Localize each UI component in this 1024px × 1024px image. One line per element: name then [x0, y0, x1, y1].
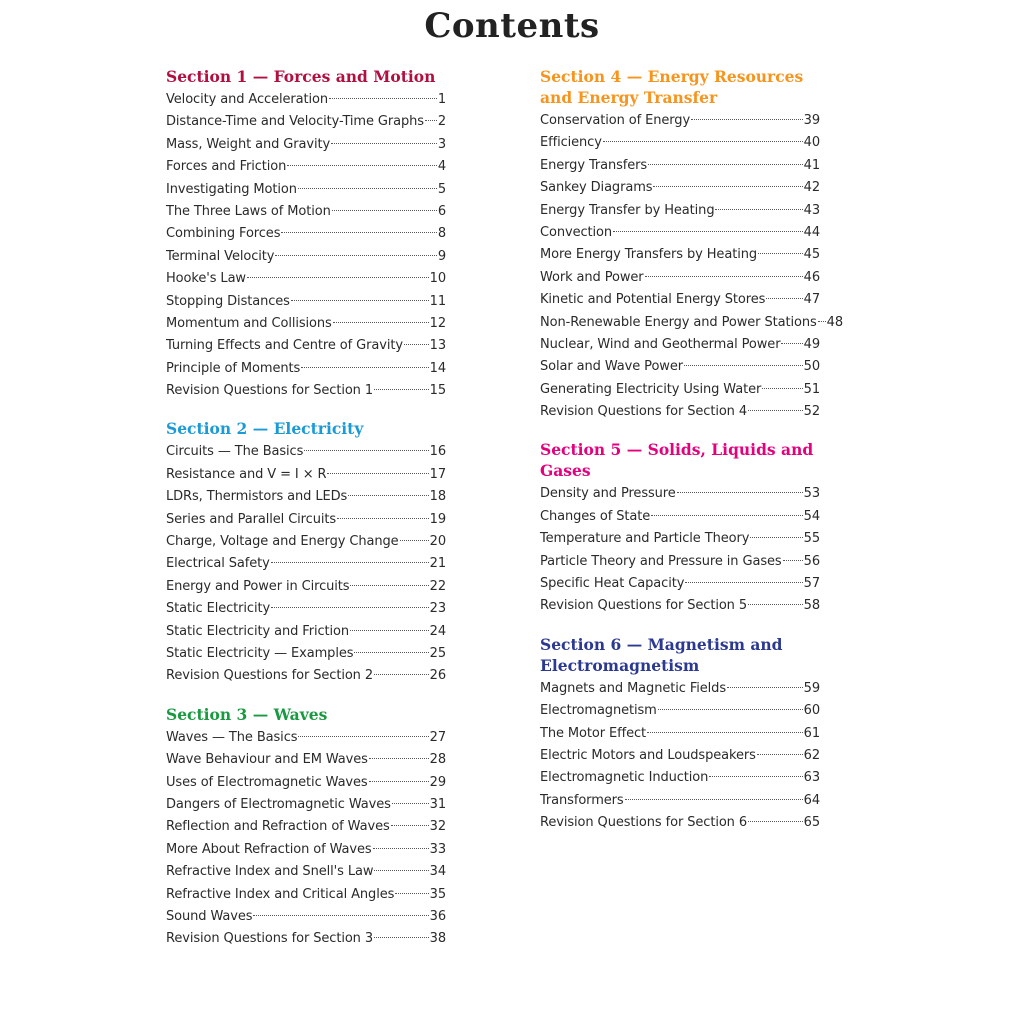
dot-leader	[748, 604, 803, 605]
toc-entry[interactable]	[540, 573, 820, 595]
entry-page-number: 59	[803, 680, 820, 696]
toc-entry[interactable]	[540, 483, 820, 505]
toc-entry[interactable]	[540, 379, 820, 401]
dot-leader	[766, 298, 802, 299]
toc-entry[interactable]	[540, 244, 820, 266]
entry-title: The Motor Effect	[540, 725, 647, 741]
entry-page-number: 1	[437, 92, 446, 107]
entry-page-number: 61	[803, 725, 820, 741]
entry-title: Changes of State	[540, 508, 651, 524]
entry-page-number: 43	[803, 202, 820, 218]
contents-section	[540, 634, 820, 835]
toc-entry[interactable]	[166, 335, 446, 357]
entry-page-number: 44	[803, 224, 820, 240]
toc-entry[interactable]	[166, 749, 446, 771]
toc-entry[interactable]	[540, 812, 820, 834]
entry-page-number: 57	[803, 576, 820, 592]
entry-title: Energy and Power in Circuits	[166, 578, 350, 594]
entry-page-number: 22	[429, 578, 446, 594]
entry-title: Electromagnetic Induction	[540, 770, 709, 786]
dot-leader	[329, 98, 437, 99]
toc-entry[interactable]	[166, 246, 446, 268]
entry-page-number: 19	[429, 511, 446, 527]
toc-entry[interactable]	[540, 200, 820, 222]
dot-leader	[304, 450, 428, 451]
contents-section	[166, 418, 446, 687]
entry-page-number: 11	[429, 293, 446, 309]
entry-page-number: 12	[429, 315, 446, 331]
entry-page-number: 52	[803, 404, 820, 420]
toc-entry[interactable]	[166, 313, 446, 335]
entry-page-number: 58	[803, 598, 820, 614]
dot-leader	[369, 758, 429, 759]
entry-title: LDRs, Thermistors and LEDs	[166, 489, 348, 505]
dot-leader	[395, 893, 428, 894]
entry-page-number: 35	[429, 886, 446, 902]
dot-leader	[301, 367, 428, 368]
entry-title: Conservation of Energy	[540, 113, 691, 128]
toc-entry[interactable]	[540, 678, 820, 700]
entry-title: Energy Transfer by Heating	[540, 202, 715, 218]
entry-title: The Three Laws of Motion	[166, 203, 331, 219]
dot-leader	[781, 343, 802, 344]
entry-title: Reflection and Refraction of Waves	[166, 819, 390, 835]
toc-entry[interactable]	[540, 551, 820, 573]
toc-entry[interactable]	[166, 464, 446, 486]
entry-title: Mass, Weight and Gravity	[166, 136, 331, 152]
entry-page-number: 64	[803, 792, 820, 808]
toc-entry[interactable]	[540, 110, 820, 132]
toc-entry[interactable]	[166, 486, 446, 508]
dot-leader	[658, 709, 803, 710]
dot-leader	[331, 143, 437, 144]
entry-title: Hooke's Law	[166, 271, 246, 287]
dot-leader	[645, 276, 803, 277]
entry-page-number: 10	[429, 271, 446, 287]
dot-leader	[651, 515, 803, 516]
contents-column-left	[166, 66, 446, 967]
toc-entry[interactable]	[166, 358, 446, 380]
entry-title: Uses of Electromagnetic Waves	[166, 774, 368, 790]
toc-entry[interactable]	[166, 111, 446, 133]
entry-title: Generating Electricity Using Water	[540, 381, 762, 397]
dot-leader	[783, 560, 803, 561]
toc-entry[interactable]	[166, 268, 446, 290]
dot-leader	[298, 736, 428, 737]
toc-entry[interactable]	[166, 441, 446, 463]
toc-entry[interactable]	[540, 700, 820, 722]
dot-leader	[275, 255, 436, 256]
dot-leader	[750, 537, 802, 538]
toc-entry[interactable]	[540, 222, 820, 244]
entry-title: Electromagnetism	[540, 703, 657, 719]
entry-page-number: 42	[803, 180, 820, 196]
toc-entry[interactable]	[166, 665, 446, 687]
toc-entry[interactable]	[540, 401, 820, 423]
toc-entry[interactable]	[540, 334, 820, 356]
toc-entry[interactable]	[540, 528, 820, 550]
toc-entry[interactable]	[540, 356, 820, 378]
contents-section	[540, 439, 820, 617]
dot-leader	[374, 937, 429, 938]
dot-leader	[647, 732, 803, 733]
entry-page-number: 34	[429, 864, 446, 880]
entry-title: Nuclear, Wind and Geothermal Power	[540, 336, 781, 352]
dot-leader	[374, 389, 429, 390]
entry-title: Velocity and Acceleration	[166, 92, 328, 107]
dot-leader	[333, 322, 429, 323]
section-heading: Section 2 — Electricity	[166, 419, 364, 439]
entry-page-number: 26	[429, 668, 446, 684]
dot-leader	[287, 165, 437, 166]
entry-title: Dangers of Electromagnetic Waves	[166, 796, 391, 812]
entry-title: Specific Heat Capacity	[540, 576, 685, 592]
entry-title: Static Electricity — Examples	[166, 645, 354, 661]
dot-leader	[337, 518, 429, 519]
entry-page-number: 36	[429, 908, 446, 924]
entry-page-number: 51	[803, 381, 820, 397]
entry-page-number: 24	[429, 623, 446, 639]
entry-title: Charge, Voltage and Energy Change	[166, 534, 399, 550]
entry-title: Temperature and Particle Theory	[540, 531, 750, 547]
entry-title: Refractive Index and Critical Angles	[166, 886, 395, 902]
entry-page-number: 65	[803, 815, 820, 831]
entry-title: Non-Renewable Energy and Power Stations	[540, 314, 817, 330]
dot-leader	[603, 141, 803, 142]
contents-section	[540, 66, 843, 423]
entry-title: Work and Power	[540, 269, 644, 285]
entry-title: Investigating Motion	[166, 181, 297, 197]
dot-leader	[677, 492, 803, 493]
entry-page-number: 49	[803, 336, 820, 352]
entry-title: Static Electricity	[166, 601, 271, 617]
entry-page-number: 9	[437, 248, 446, 264]
section-heading: Section 6 — Magnetism and Electromagnetism	[540, 634, 783, 675]
toc-entry[interactable]	[166, 928, 446, 950]
dot-leader	[374, 870, 428, 871]
dot-leader	[332, 210, 437, 211]
entry-title: Electrical Safety	[166, 556, 270, 572]
toc-entry[interactable]	[540, 312, 843, 334]
toc-entry[interactable]	[166, 89, 446, 111]
dot-leader	[715, 209, 802, 210]
toc-entry[interactable]	[540, 790, 820, 812]
dot-leader	[691, 119, 803, 120]
entry-page-number: 46	[803, 269, 820, 285]
toc-entry[interactable]	[166, 621, 446, 643]
dot-leader	[327, 473, 428, 474]
dot-leader	[757, 754, 803, 755]
toc-entry[interactable]	[166, 816, 446, 838]
dot-leader	[392, 803, 429, 804]
dot-leader	[373, 848, 429, 849]
toc-entry[interactable]	[166, 509, 446, 531]
toc-entry[interactable]	[540, 177, 820, 199]
entry-title: More About Refraction of Waves	[166, 841, 372, 857]
entry-page-number: 40	[803, 135, 820, 151]
dot-leader	[762, 388, 802, 389]
toc-entry[interactable]	[166, 772, 446, 794]
dot-leader	[253, 915, 428, 916]
entry-page-number: 60	[803, 703, 820, 719]
dot-leader	[350, 630, 429, 631]
entry-page-number: 25	[429, 645, 446, 661]
entry-title: Revision Questions for Section 2	[166, 668, 374, 684]
entry-page-number: 8	[437, 226, 446, 242]
toc-entry[interactable]	[166, 839, 446, 861]
toc-entry[interactable]	[540, 595, 820, 617]
dot-leader	[271, 607, 429, 608]
toc-entry[interactable]	[166, 553, 446, 575]
entry-page-number: 45	[803, 247, 820, 263]
entry-title: Static Electricity and Friction	[166, 623, 350, 639]
entry-page-number: 53	[803, 486, 820, 502]
entry-page-number: 62	[803, 747, 820, 763]
entry-title: Refractive Index and Snell's Law	[166, 864, 374, 880]
toc-entry[interactable]	[166, 727, 446, 749]
toc-entry[interactable]	[540, 723, 820, 745]
entry-title: Combining Forces	[166, 226, 281, 242]
entry-page-number: 38	[429, 931, 446, 947]
entry-title: Stopping Distances	[166, 293, 290, 309]
entry-page-number: 21	[429, 556, 446, 572]
toc-entry[interactable]	[166, 884, 446, 906]
dot-leader	[613, 231, 803, 232]
toc-entry[interactable]	[540, 132, 820, 154]
dot-leader	[271, 562, 429, 563]
entry-title: Resistance and V = I × R	[166, 466, 327, 482]
entry-page-number: 28	[429, 752, 446, 768]
entry-title: Forces and Friction	[166, 159, 287, 175]
entry-page-number: 41	[803, 157, 820, 173]
entry-title: Terminal Velocity	[166, 248, 275, 264]
toc-entry[interactable]	[166, 380, 446, 402]
entry-title: Revision Questions for Section 1	[166, 383, 374, 399]
entry-page-number: 23	[429, 601, 446, 617]
contents-section	[166, 66, 446, 402]
toc-entry[interactable]	[540, 267, 820, 289]
dot-leader	[758, 253, 803, 254]
dot-leader	[348, 495, 428, 496]
entry-title: Sankey Diagrams	[540, 180, 653, 196]
dot-leader	[684, 365, 803, 366]
entry-title: Magnets and Magnetic Fields	[540, 680, 727, 696]
entry-page-number: 48	[826, 314, 843, 330]
entry-title: Distance-Time and Velocity-Time Graphs	[166, 114, 424, 130]
entry-title: Transformers	[540, 792, 624, 808]
toc-entry[interactable]	[166, 906, 446, 928]
dot-leader	[425, 120, 437, 121]
contents-section	[166, 704, 446, 951]
dot-leader	[653, 186, 802, 187]
toc-entry[interactable]	[166, 861, 446, 883]
toc-entry[interactable]	[166, 576, 446, 598]
entry-title: Momentum and Collisions	[166, 315, 332, 331]
dot-leader	[391, 825, 429, 826]
dot-leader	[727, 687, 803, 688]
entry-page-number: 56	[803, 553, 820, 569]
entry-page-number: 4	[437, 159, 446, 175]
toc-entry[interactable]	[166, 201, 446, 223]
dot-leader	[247, 277, 429, 278]
entry-page-number: 20	[429, 534, 446, 550]
entry-page-number: 15	[429, 383, 446, 399]
dot-leader	[748, 821, 803, 822]
toc-entry[interactable]	[540, 289, 820, 311]
entry-page-number: 63	[803, 770, 820, 786]
entry-page-number: 29	[429, 774, 446, 790]
entry-page-number: 16	[429, 444, 446, 460]
dot-leader	[350, 585, 428, 586]
dot-leader	[748, 410, 803, 411]
entry-title: Circuits — The Basics	[166, 444, 304, 460]
section-heading: Section 4 — Energy Resources and Energy Transfer	[540, 67, 804, 107]
entry-title: Kinetic and Potential Energy Stores	[540, 292, 766, 308]
dot-leader	[648, 164, 803, 165]
entry-title: Turning Effects and Centre of Gravity	[166, 338, 403, 354]
dot-leader	[685, 582, 802, 583]
entry-page-number: 14	[429, 360, 446, 376]
entry-title: Revision Questions for Section 6	[540, 815, 748, 831]
entry-page-number: 6	[437, 203, 446, 219]
entry-page-number: 5	[437, 181, 446, 197]
dot-leader	[400, 540, 429, 541]
entry-title: Convection	[540, 224, 613, 240]
dot-leader	[354, 652, 428, 653]
entry-page-number: 3	[437, 136, 446, 152]
entry-page-number: 31	[429, 796, 446, 812]
toc-entry[interactable]	[540, 745, 820, 767]
toc-entry[interactable]	[166, 179, 446, 201]
toc-entry[interactable]	[540, 155, 820, 177]
entry-title: Efficiency	[540, 135, 602, 151]
toc-entry[interactable]	[166, 794, 446, 816]
entry-title: Series and Parallel Circuits	[166, 511, 337, 527]
entry-title: Energy Transfers	[540, 157, 648, 173]
dot-leader	[818, 321, 826, 322]
entry-page-number: 33	[429, 841, 446, 857]
entry-page-number: 13	[429, 338, 446, 354]
contents-column-right	[540, 66, 843, 851]
entry-title: More Energy Transfers by Heating	[540, 247, 758, 263]
toc-entry[interactable]	[166, 598, 446, 620]
entry-page-number: 55	[803, 531, 820, 547]
toc-entry[interactable]	[166, 531, 446, 553]
toc-entry[interactable]	[166, 291, 446, 313]
dot-leader	[374, 674, 429, 675]
entry-title: Sound Waves	[166, 908, 253, 924]
toc-entry[interactable]	[166, 156, 446, 178]
entry-title: Revision Questions for Section 3	[166, 931, 374, 947]
entry-title: Principle of Moments	[166, 360, 301, 376]
toc-entry[interactable]	[166, 643, 446, 665]
entry-page-number: 17	[429, 466, 446, 482]
dot-leader	[298, 188, 437, 189]
dot-leader	[625, 799, 803, 800]
toc-entry[interactable]	[166, 223, 446, 245]
section-heading: Section 5 — Solids, Liquids and Gases	[540, 440, 814, 481]
section-heading: Section 1 — Forces and Motion	[166, 67, 436, 86]
entry-title: Revision Questions for Section 4	[540, 404, 748, 420]
entry-title: Density and Pressure	[540, 486, 676, 502]
toc-entry[interactable]	[540, 767, 820, 789]
dot-leader	[709, 776, 802, 777]
toc-entry[interactable]	[540, 506, 820, 528]
entry-title: Electric Motors and Loudspeakers	[540, 747, 756, 763]
entry-page-number: 50	[803, 359, 820, 375]
entry-page-number: 2	[437, 114, 446, 130]
dot-leader	[404, 344, 429, 345]
page-title: Contents	[424, 6, 600, 46]
entry-title: Wave Behaviour and EM Waves	[166, 752, 368, 768]
entry-title: Particle Theory and Pressure in Gases	[540, 553, 782, 569]
section-heading: Section 3 — Waves	[166, 704, 328, 724]
entry-page-number: 32	[429, 819, 446, 835]
entry-page-number: 27	[429, 729, 446, 745]
dot-leader	[291, 300, 429, 301]
dot-leader	[281, 232, 436, 233]
entry-page-number: 18	[429, 489, 446, 505]
toc-entry[interactable]	[166, 134, 446, 156]
entry-page-number: 39	[803, 113, 820, 128]
entry-title: Revision Questions for Section 5	[540, 598, 748, 614]
dot-leader	[369, 781, 429, 782]
entry-title: Solar and Wave Power	[540, 359, 683, 375]
entry-page-number: 54	[803, 508, 820, 524]
entry-title: Waves — The Basics	[166, 729, 298, 745]
entry-page-number: 47	[803, 292, 820, 308]
